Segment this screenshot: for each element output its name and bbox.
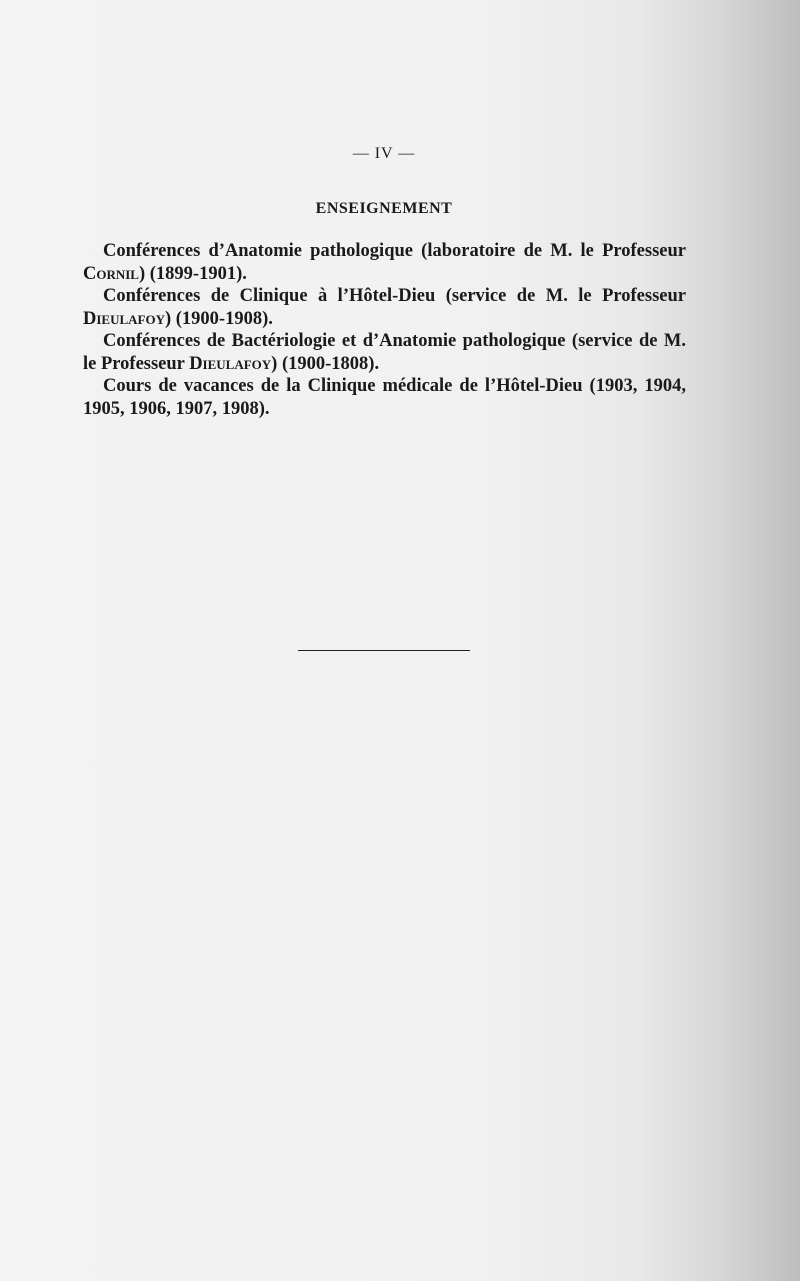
entry-dates: ) (1900-1908). (164, 308, 273, 329)
entry-text: Conférences de Bactériologie et d’Anatomie pathologique (service de M. le Professeur (83, 331, 686, 374)
entry-text: Conférences de Clinique à l’Hôtel-Dieu (service de M. le Professeur (103, 286, 686, 306)
horizontal-rule (298, 650, 470, 651)
teaching-entry (83, 375, 686, 420)
entry-dates: ) (1899-1901). (138, 263, 247, 284)
professor-name: Cornil (83, 263, 139, 284)
professor-name: Dieulafoy (83, 308, 165, 329)
teaching-entry (83, 240, 686, 285)
professor-name: Dieulafoy (189, 353, 272, 374)
show-through-text (430, 610, 800, 1170)
teaching-entries-list (83, 240, 686, 420)
entry-text: Conférences d’Anatomie pathologique (laboratoire de M. le Professeur (103, 241, 686, 261)
teaching-entry (83, 285, 686, 330)
section-heading: ENSEIGNEMENT (315, 200, 453, 217)
page-number: — IV — (352, 145, 416, 162)
teaching-entry (83, 330, 686, 375)
entry-dates: ) (1900-1808). (271, 353, 380, 374)
entry-text: Cours de vacances de la Clinique médicale de l’Hôtel-Dieu (1903, 1904, 1905, 1906, 1907, 1908). (83, 376, 686, 419)
